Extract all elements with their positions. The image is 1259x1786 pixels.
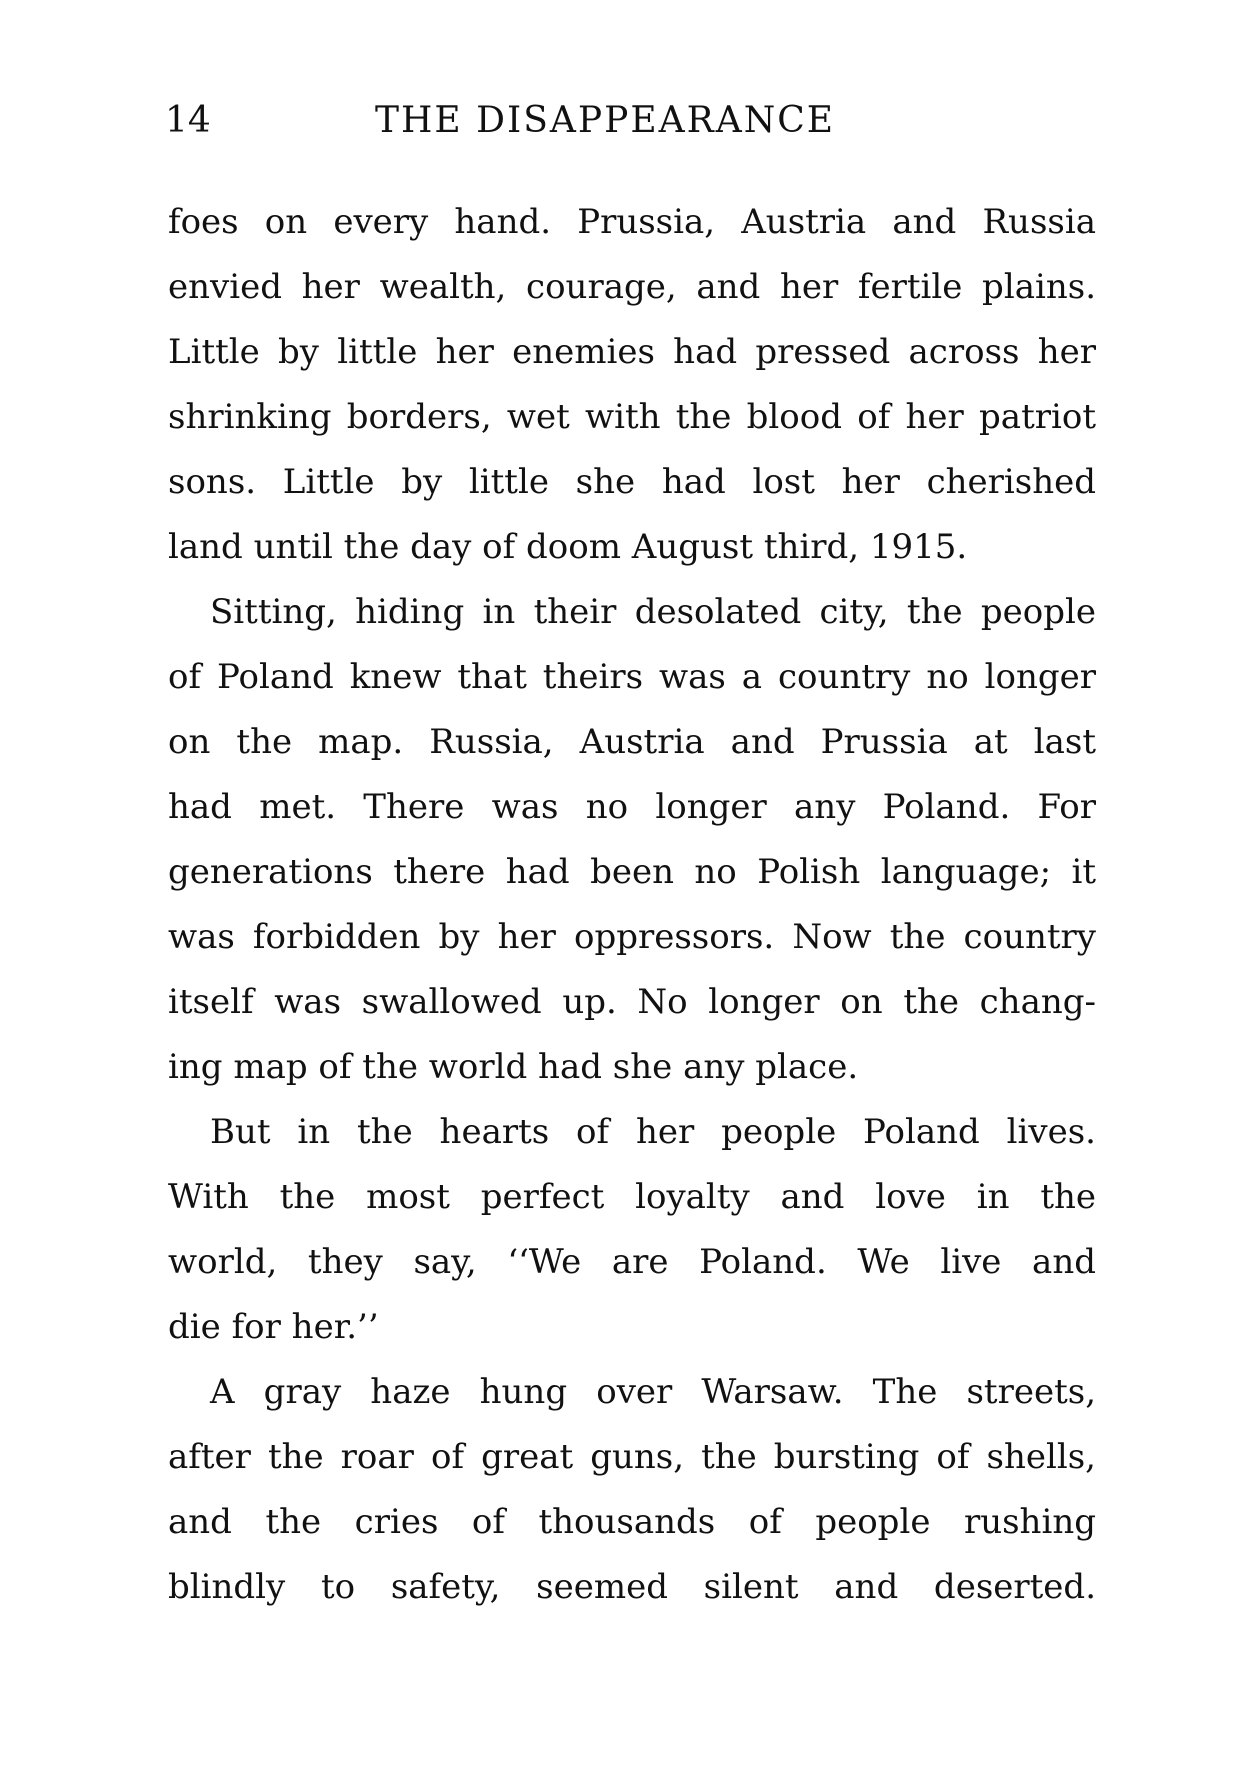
text-line: world, they say, ‘‘We are Poland. We live and: [168, 1242, 1096, 1282]
text-line: had met. There was no longer any Poland. For: [168, 787, 1096, 827]
text-line: But in the hearts of her people Poland lives.: [210, 1112, 1096, 1152]
text-line: and the cries of thousands of people rushing: [168, 1502, 1096, 1542]
text-line: itself was swallowed up. No longer on the chang-: [168, 982, 1096, 1022]
text-line: Little by little her enemies had pressed across her: [168, 332, 1096, 372]
text-line: A gray haze hung over Warsaw. The streets,: [210, 1372, 1096, 1412]
text-line: of Poland knew that theirs was a country no longer: [168, 657, 1096, 697]
text-line: blindly to safety, seemed silent and deserted.: [168, 1567, 1096, 1607]
text-line: sons. Little by little she had lost her cherished: [168, 462, 1096, 502]
page-number: 14: [165, 100, 211, 141]
running-title: THE DISAPPEARANCE: [375, 100, 836, 141]
text-line: was forbidden by her oppressors. Now the country: [168, 917, 1096, 957]
text-line: shrinking borders, wet with the blood of her patriot: [168, 397, 1096, 437]
body-text: [168, 190, 1096, 1620]
text-line: Sitting, hiding in their desolated city, the people: [210, 592, 1096, 632]
text-line: generations there had been no Polish language; it: [168, 852, 1096, 892]
text-line: With the most perfect loyalty and love in the: [168, 1177, 1096, 1217]
text-line: die for her.’’: [168, 1307, 379, 1347]
text-line: land until the day of doom August third, 1915.: [168, 527, 968, 567]
text-line: foes on every hand. Prussia, Austria and Russia: [168, 202, 1096, 242]
text-line: envied her wealth, courage, and her fertile plains.: [168, 267, 1096, 307]
text-line: after the roar of great guns, the bursting of shells,: [168, 1437, 1096, 1477]
page-header: [165, 95, 1095, 147]
text-line: on the map. Russia, Austria and Prussia at last: [168, 722, 1096, 762]
text-line: ing map of the world had she any place.: [168, 1047, 859, 1087]
